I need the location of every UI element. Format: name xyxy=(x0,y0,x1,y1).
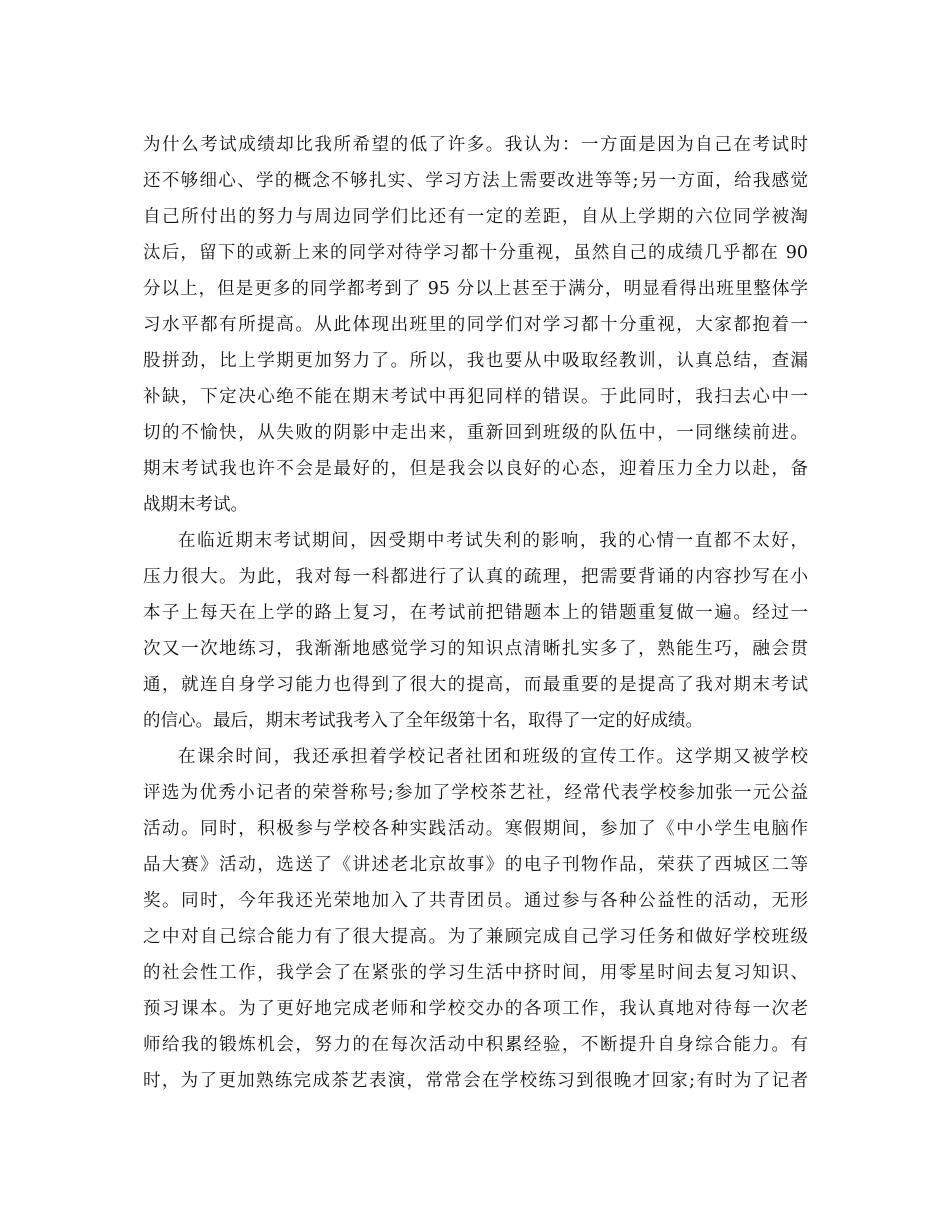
text-line: 品大赛》活动，选送了《讲述老北京故事》的电子刊物作品，荣获了西城区二等 xyxy=(143,855,808,875)
text-line: 在临近期末考试期间，因受期中考试失利的影响，我的心情一直都不太好， xyxy=(178,531,808,551)
text-line: 本子上每天在上学的路上复习，在考试前把错题本上的错题重复做一遍。经过一 xyxy=(143,603,808,623)
text-line: 期末考试我也许不会是最好的，但是我会以良好的心态，迎着压力全力以赴，备 xyxy=(143,459,808,479)
text-line: 汰后，留下的或新上来的同学对待学习都十分重视，虽然自己的成绩几乎都在 90 xyxy=(143,243,808,263)
text-line: 预习课本。为了更好地完成老师和学校交办的各项工作，我认真地对待每一次老 xyxy=(143,999,808,1019)
text-line: 自己所付出的努力与周边同学们比还有一定的差距，自从上学期的六位同学被淘 xyxy=(143,207,808,227)
text-line: 战期末考试。 xyxy=(143,495,248,515)
text-line: 活动。同时，积极参与学校各种实践活动。寒假期间，参加了《中小学生电脑作 xyxy=(143,819,808,839)
document-body xyxy=(143,127,808,1099)
text-line: 在课余时间，我还承担着学校记者社团和班级的宣传工作。这学期又被学校 xyxy=(178,747,808,767)
text-line: 通，就连自身学习能力也得到了很大的提高，而最重要的是提高了我对期末考试 xyxy=(143,675,808,695)
text-line: 为什么考试成绩却比我所希望的低了许多。我认为：一方面是因为自己在考试时 xyxy=(143,135,808,155)
text-line: 习水平都有所提高。从此体现出班里的同学们对学习都十分重视，大家都抱着一 xyxy=(143,315,808,335)
text-line: 的社会性工作，我学会了在紧张的学习生活中挤时间，用零星时间去复习知识、 xyxy=(143,963,808,983)
text-line: 切的不愉快，从失败的阴影中走出来，重新回到班级的队伍中，一同继续前进。 xyxy=(143,423,808,443)
text-line: 压力很大。为此，我对每一科都进行了认真的疏理，把需要背诵的内容抄写在小 xyxy=(143,567,808,587)
text-line: 次又一次地练习，我渐渐地感觉学习的知识点清晰扎实多了，熟能生巧，融会贯 xyxy=(143,639,808,659)
text-line: 师给我的锻炼机会，努力的在每次活动中积累经验，不断提升自身综合能力。有 xyxy=(143,1035,808,1055)
text-line: 分以上，但是更多的同学都考到了 95 分以上甚至于满分，明显看得出班里整体学 xyxy=(143,279,808,299)
paragraph xyxy=(143,739,808,1099)
text-line: 股拼劲，比上学期更加努力了。所以，我也要从中吸取经教训，认真总结，查漏 xyxy=(143,351,808,371)
text-line: 时，为了更加熟练完成茶艺表演，常常会在学校练习到很晚才回家;有时为了记者 xyxy=(143,1071,808,1091)
text-line: 补缺，下定决心绝不能在期末考试中再犯同样的错误。于此同时，我扫去心中一 xyxy=(143,387,808,407)
text-line: 的信心。最后，期末考试我考入了全年级第十名，取得了一定的好成绩。 xyxy=(143,711,703,731)
text-line: 评选为优秀小记者的荣誉称号;参加了学校茶艺社，经常代表学校参加张一元公益 xyxy=(143,783,808,803)
text-line: 奖。同时，今年我还光荣地加入了共青团员。通过参与各种公益性的活动，无形 xyxy=(143,891,808,911)
paragraph xyxy=(143,523,808,739)
paragraph xyxy=(143,127,808,523)
text-line: 还不够细心、学的概念不够扎实、学习方法上需要改进等等;另一方面，给我感觉 xyxy=(143,171,808,191)
text-line: 之中对自己综合能力有了很大提高。为了兼顾完成自己学习任务和做好学校班级 xyxy=(143,927,808,947)
